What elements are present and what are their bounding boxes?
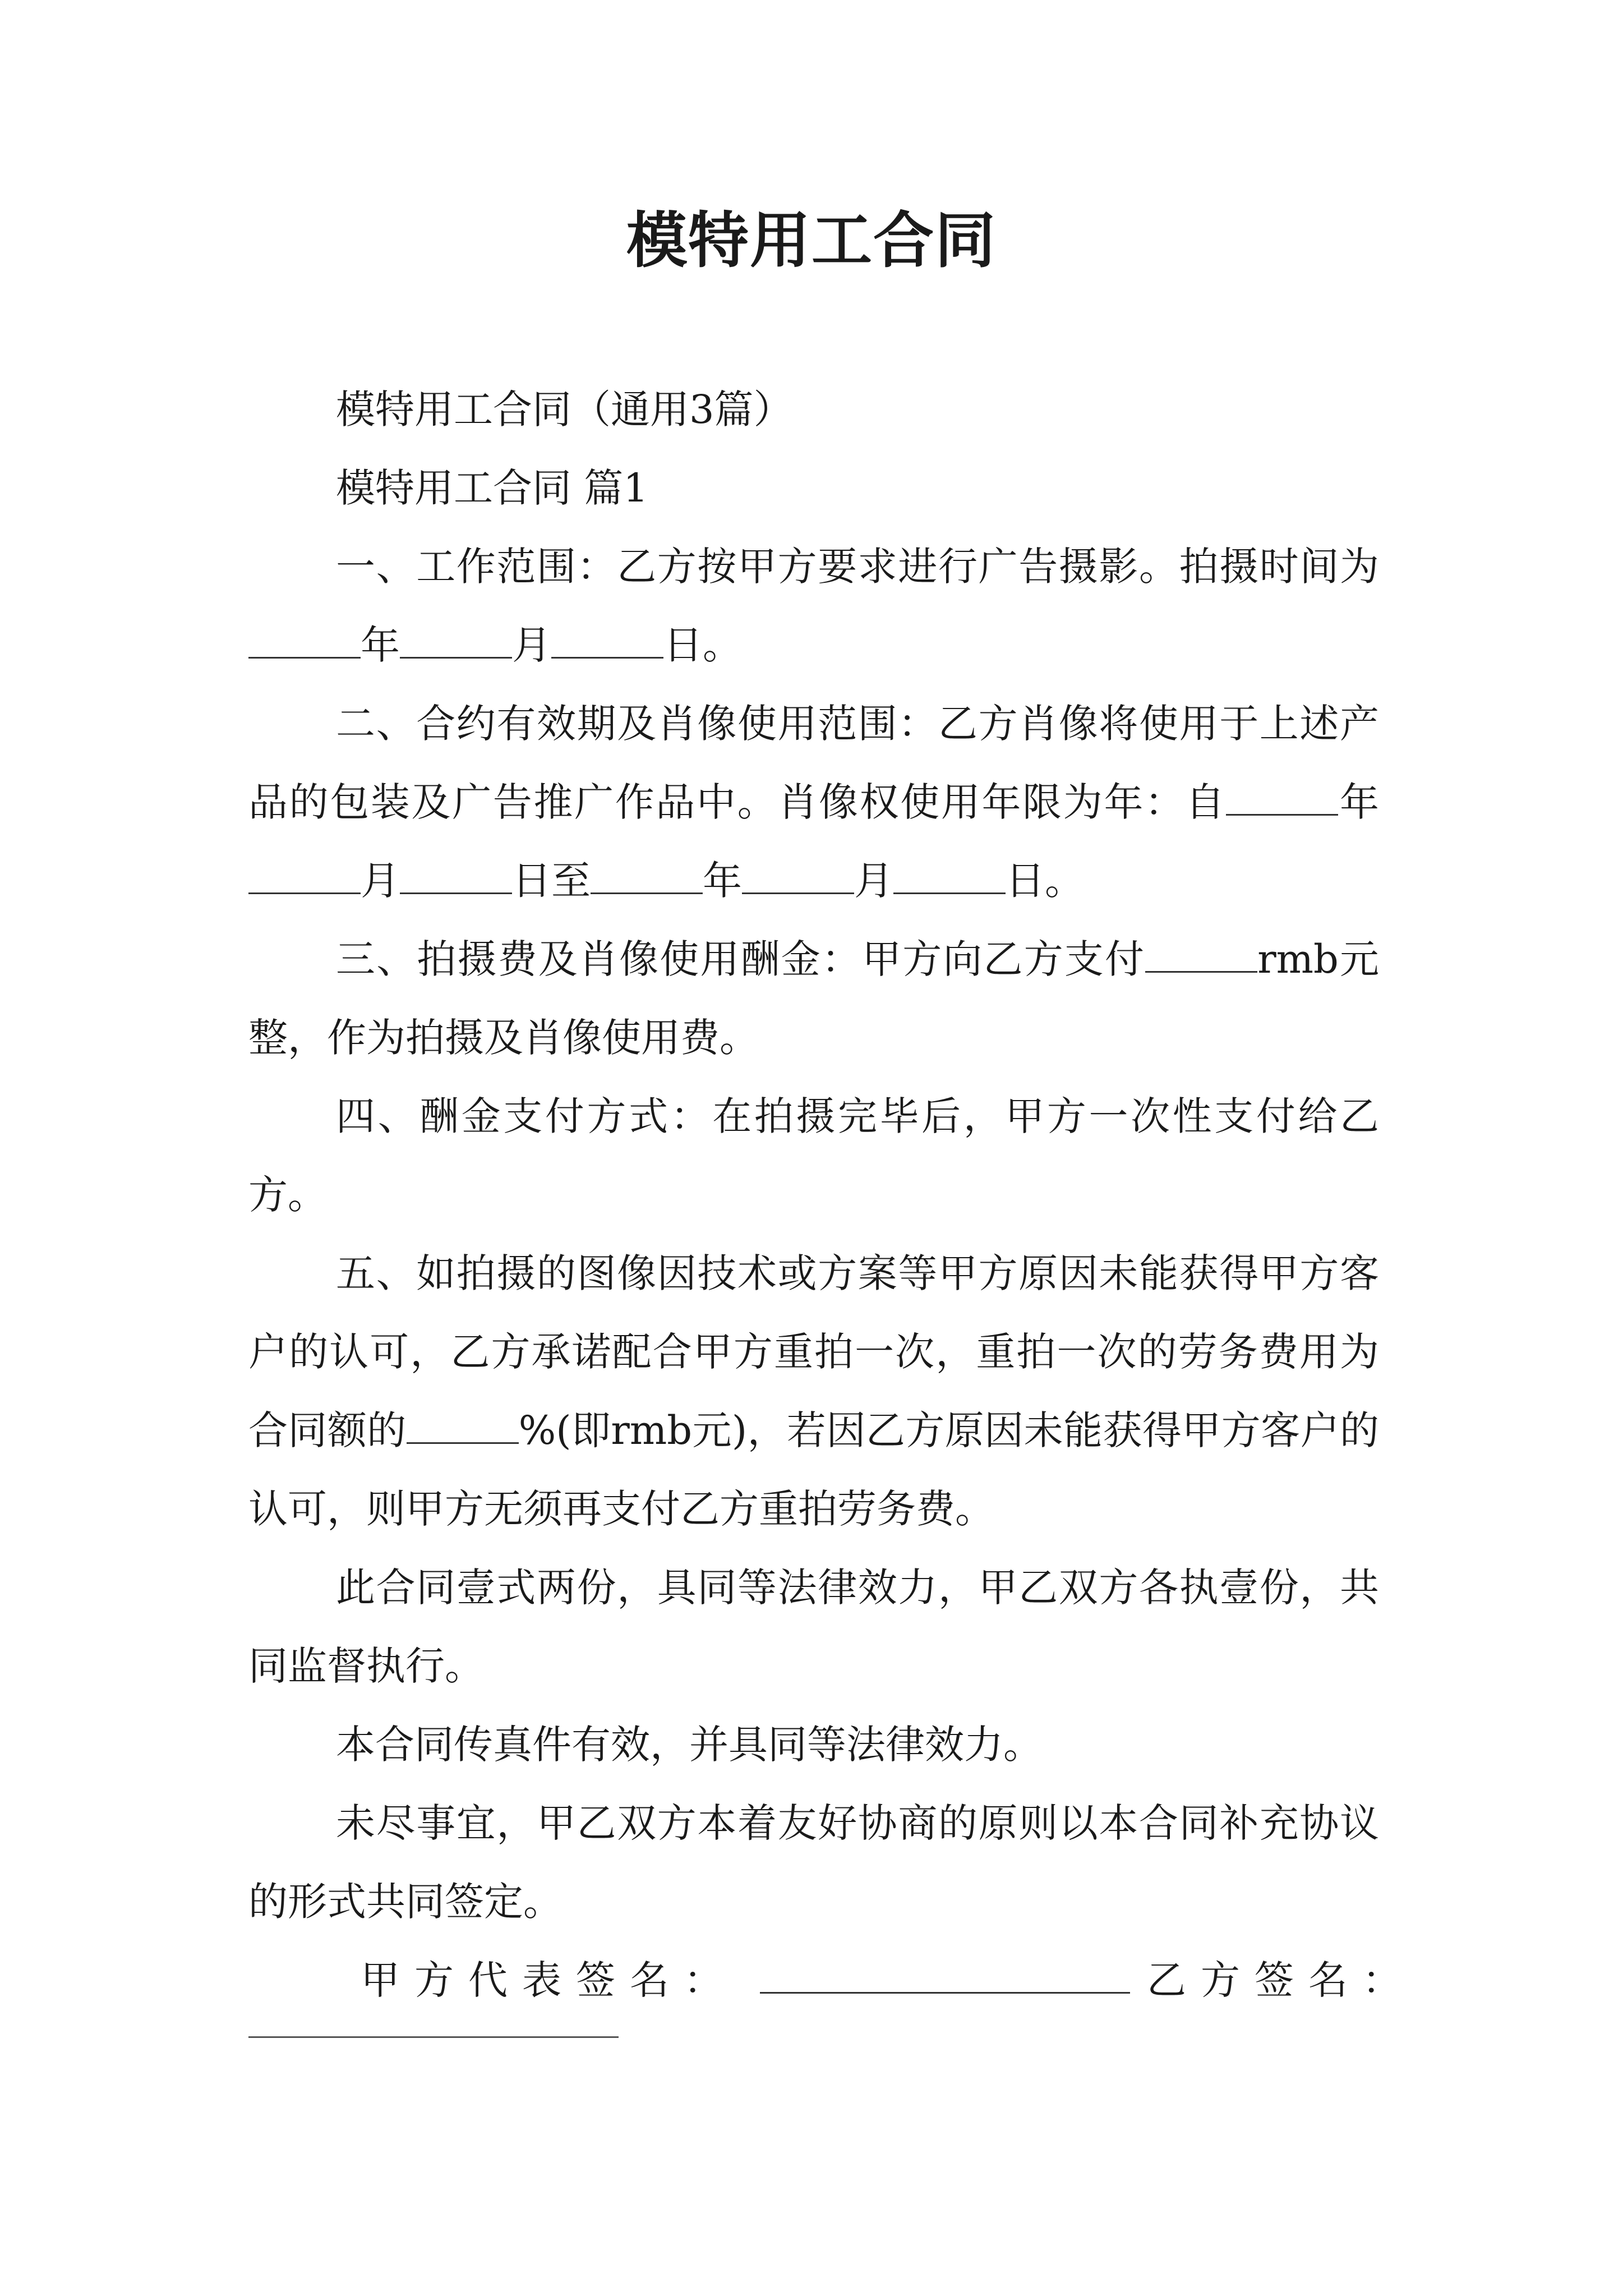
clause-2-day1: 日至 [512,858,591,904]
clause-4: 四、酬金支付方式：在拍摄完毕后，甲方一次性支付给乙方。 [248,1093,1379,1218]
blank-field [551,618,663,659]
clause-3-text-b: rmb元整，作为拍摄及肖像使用费。 [248,936,1379,1061]
para-copies: 此合同壹式两份，具同等法律效力，甲乙双方各执壹份，共同监督执行。 [248,1565,1379,1689]
para-fax: 本合同传真件有效，并具同等法律效力。 [336,1722,1043,1768]
clause-2-day2: 日。 [1006,858,1084,904]
blank-field [407,1403,519,1444]
signature-row [248,1941,1416,2019]
clause-3-text: 三、拍摄费及肖像使用酬金：甲方向乙方支付 [336,936,1146,982]
clause-5 [248,1234,1379,1548]
blank-field [248,618,361,659]
para-misc: 未尽事宜，甲乙双方本着友好协商的原则以本合同补充协议的形式共同签定。 [248,1800,1379,1925]
clause-1-month: 月 [512,622,551,668]
section-heading: 模特用工合同 篇1 [336,465,648,511]
party-b-signature-line [248,2036,619,2038]
blank-field [248,853,361,894]
clause-2-year1: 年 [1338,779,1379,825]
document-title: 模特用工合同 [626,206,997,276]
clause-2-text: 二、合约有效期及肖像使用范围：乙方肖像将使用于上述产品的包装及广告推广作品中。肖像权使用年限为年：自 [248,701,1379,825]
party-b-signature-label: 乙方签名： [1147,1957,1416,2003]
clause-2-year2: 年 [703,858,742,904]
clause-1-text: 一、工作范围：乙方按甲方要求进行广告摄影。拍摄时间为 [336,544,1379,590]
blank-field [400,853,512,894]
clause-2-month1: 月 [361,858,400,904]
party-a-signature-line [760,1953,1130,1994]
clause-2 [248,684,1379,920]
clause-5-text: 五、如拍摄的图像因技术或方案等甲方原因未能获得甲方客户的认可，乙方承诺配合甲方重拍一次，重拍一次的劳务费用为合同额的 [248,1250,1379,1453]
clause-3 [248,920,1379,1077]
blank-field [1145,932,1257,973]
clause-1-day: 日。 [663,622,742,668]
blank-field [591,853,703,894]
blank-field [400,618,512,659]
clause-1 [248,527,1379,684]
document-body [248,370,1416,2019]
blank-field [1226,775,1338,816]
clause-5-text-b: %(即rmb元)，若因乙方原因未能获得甲方客户的认可，则甲方无须再支付乙方重拍劳务费。 [248,1407,1379,1532]
blank-field [742,853,854,894]
clause-2-month2: 月 [854,858,893,904]
party-a-signature-label: 甲方代表签名： [361,1957,737,2003]
blank-field [893,853,1006,894]
clause-1-year: 年 [361,622,400,668]
subtitle: 模特用工合同（通用3篇） [336,386,793,432]
